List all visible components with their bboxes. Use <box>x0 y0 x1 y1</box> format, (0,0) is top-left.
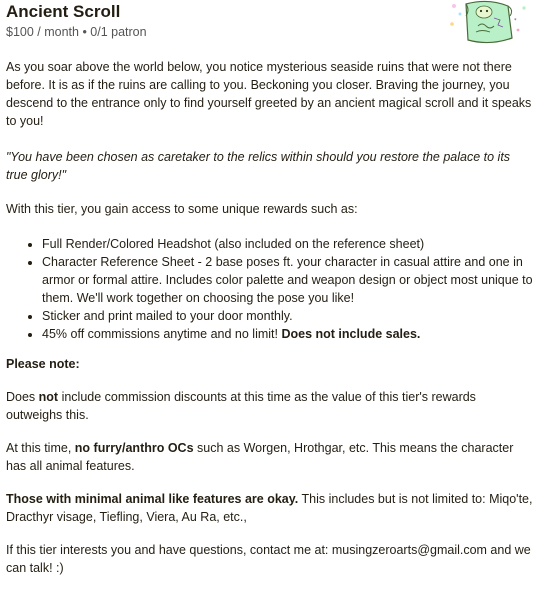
reward-text: 45% off commissions anytime and no limit! <box>42 327 282 341</box>
text-span: Does <box>6 390 39 404</box>
reward-item: • Full Render/Colored Headshot (also included on the reference sheet) <box>42 235 534 253</box>
tier-title: Ancient Scroll <box>6 2 121 21</box>
reward-item: • Character Reference Sheet - 2 base poses ft. your character in casual attire and one in armor or formal attire. Includes color palette and weapon design or object most unique to them. We'll work together on choosing the pose you like! <box>42 253 534 307</box>
bold-span: Those with minimal animal like features are okay. <box>6 492 299 506</box>
tier-price-patrons: $100 / month • 0/1 patron <box>6 25 147 39</box>
text-span: such as Worgen, Hrothgar, etc. This means the character has all animal features. <box>6 441 514 473</box>
please-note-heading: Please note: <box>6 357 80 371</box>
access-paragraph: With this tier, you gain access to some unique rewards such as: <box>6 202 358 216</box>
bold-span: no furry/anthro OCs <box>74 441 194 455</box>
scroll-thumbnail <box>448 0 530 44</box>
scroll-illustration-icon <box>448 0 530 44</box>
bold-span: not <box>38 390 59 404</box>
reward-item: • Sticker and print mailed to your door monthly. <box>42 307 534 325</box>
reward-item <box>42 325 534 343</box>
reward-bold-text: Does not include sales. <box>281 327 421 341</box>
svg-text:*: * <box>514 18 517 24</box>
furry-note <box>6 439 534 475</box>
minimal-features-note <box>6 490 534 526</box>
text-span: include commission discounts at this time as the value of this tier's rewards outweighs this. <box>6 390 476 422</box>
rewards-list <box>6 235 534 343</box>
discount-note <box>6 388 534 424</box>
contact-paragraph: If this tier interests you and have questions, contact me at: musingzeroarts@gmail.com and we can talk! :) <box>6 543 531 575</box>
text-span: At this time, <box>6 441 75 455</box>
text-span: This includes but is not limited to: Miqo'te, Dracthyr visage, Tiefling, Viera, Au Ra, etc., <box>6 492 533 524</box>
quote-paragraph: "You have been chosen as caretaker to the relics within should you restore the palace to its true glory!" <box>6 150 511 182</box>
tier-card <box>6 0 534 577</box>
intro-paragraph: As you soar above the world below, you notice mysterious seaside ruins that were not there before. It is as if the ruins are calling to you. Beckoning you closer. Braving the journey, you descend to the entrance only to find yourself greeted by an ancient magical scroll and it speaks to you! <box>6 60 532 128</box>
